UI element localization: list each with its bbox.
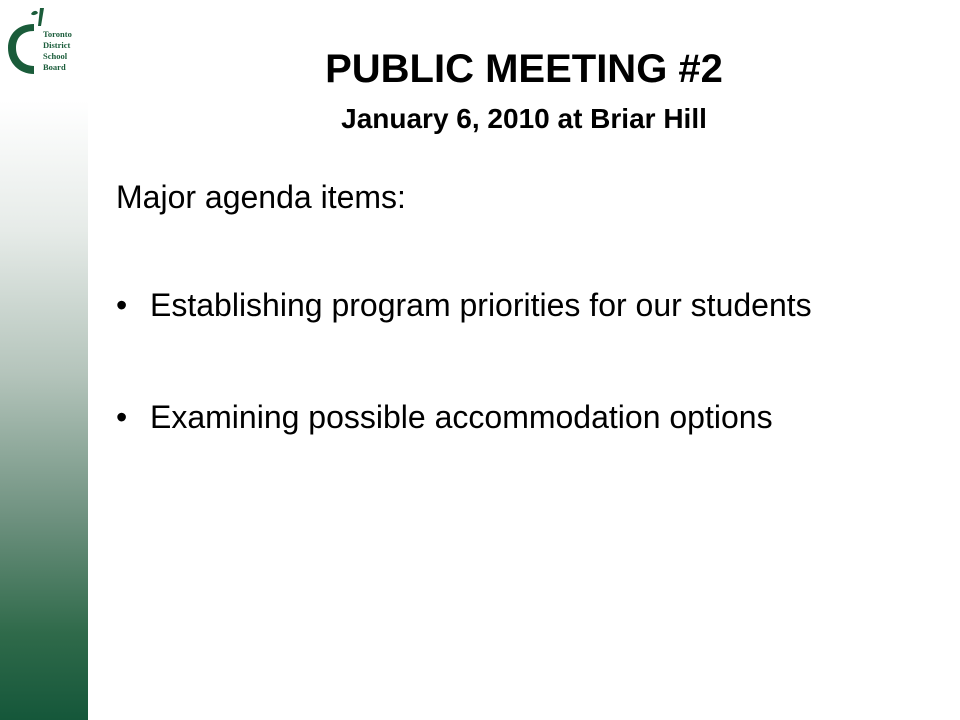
agenda-intro: Major agenda items: (116, 179, 406, 215)
slide-title: PUBLIC MEETING #2 (325, 47, 723, 91)
agenda-item-2 (116, 397, 896, 437)
agenda-item-1 (116, 285, 896, 325)
slide-subtitle: January 6, 2010 at Briar Hill (341, 103, 707, 134)
logo-line-toronto: Toronto (43, 29, 72, 39)
logo-line-district: District (43, 40, 71, 50)
logo-wordmark (43, 29, 72, 73)
agenda-item-text: Establishing program priorities for our students (150, 287, 812, 323)
side-gradient-bar (0, 0, 88, 720)
agenda-item-text: Examining possible accommodation options (150, 399, 773, 435)
bullet-icon: • (116, 399, 128, 435)
bullet-icon: • (116, 287, 128, 323)
tdsb-logo (4, 4, 88, 80)
logo-line-school: School (43, 51, 68, 61)
agenda-list (116, 285, 896, 509)
logo-line-board: Board (43, 62, 66, 72)
